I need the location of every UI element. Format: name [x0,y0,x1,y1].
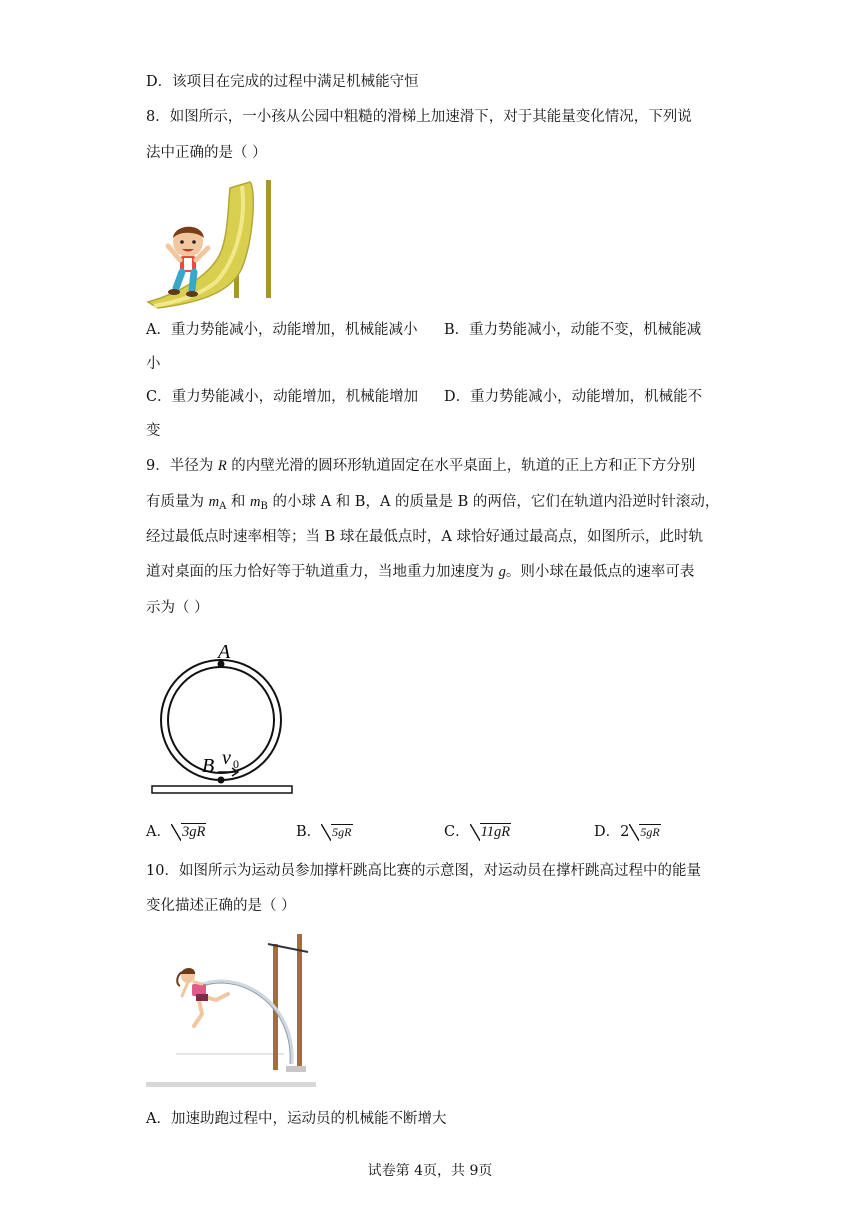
var-g: g [498,564,506,580]
q9-stem-line2 [146,492,719,517]
q10-stem-line1: 10．如图所示为运动员参加撑杆跳高比赛的示意图，对运动员在撑杆跳高过程中的能量 [146,863,701,879]
radicand: 11gR [480,824,511,840]
option-label: C． [444,824,470,840]
q9-text: 道对桌面的压力恰好等于轨道重力，当地重力加速度为 [146,564,499,580]
sqrt-expression [171,822,206,842]
option-label: A． [146,824,171,840]
var-m: m [208,494,220,510]
radicand: 5gR [640,825,660,839]
q8-option-c: C．重力势能减小，动能增加，机械能增加 [146,389,419,405]
label-v: v [222,747,231,769]
q10-stem-line2: 变化描述正确的是（ ） [146,898,296,914]
slide-illustration [146,178,282,312]
q8-option-b-wrap: 小 [146,356,161,372]
option-label: D． [594,824,621,840]
q8-stem-line2: 法中正确的是（ ） [146,145,267,161]
radicand: 5gR [332,825,352,839]
q8-option-b: B．重力势能减小，动能不变，机械能减 [444,322,702,338]
sqrt-expression [470,822,512,842]
q9-option-d [594,822,661,842]
q8-option-d: D．重力势能减小，动能增加，机械能不 [444,389,703,405]
q9-option-c [444,822,511,842]
q9-text: 和 [226,494,251,510]
q9-stem-line4 [146,562,694,582]
label-B: B [202,755,215,777]
q9-text: 的小球 A 和 B，A 的质量是 B 的两倍，它们在轨道内沿逆时针滚动， [267,494,720,510]
q8-option-d-wrap: 变 [146,423,161,439]
circular-track-diagram [146,636,296,798]
q8-stem-line1: 8．如图所示，一小孩从公园中粗糙的滑梯上加速滑下，对于其能量变化情况，下列说 [146,109,692,125]
label-v-sub: 0 [233,757,239,771]
radicand: 3gR [181,824,206,840]
option-label: B． [296,824,322,840]
q9-option-b [296,822,353,842]
q9-text: 9．半径为 [146,458,218,474]
sqrt-expression [629,822,660,842]
q9-stem-line5: 示为（ ） [146,600,209,616]
label-A: A [218,641,231,663]
q9-stem-line3: 经过最低点时速率相等；当 B 球在最低点时，A 球恰好通过最高点，如图所示，此时轨 [146,529,703,545]
q9-text: 。则小球在最低点的速率可表 [505,564,695,580]
q10-option-a: A．加速助跑过程中，运动员的机械能不断增大 [146,1111,447,1127]
q9-stem-line1 [146,456,695,476]
page-footer: 试卷第 4页，共 9页 [367,1163,493,1179]
q7-option-d: D．该项目在完成的过程中满足机械能守恒 [146,74,419,90]
q8-option-a: A．重力势能减小，动能增加，机械能减小 [146,322,418,338]
q9-option-a [146,822,206,842]
var-R: R [217,458,227,474]
pole-vault-illustration [146,930,318,1092]
subscript-B: B [260,501,268,512]
q9-text: 有质量为 [146,494,209,510]
coefficient: 2 [620,824,630,840]
var-m: m [250,494,261,510]
q9-text: 的内壁光滑的圆环形轨道固定在水平桌面上，轨道的正上方和正下方分别 [226,458,696,474]
subscript-A: A [219,501,227,512]
sqrt-expression [321,822,352,842]
